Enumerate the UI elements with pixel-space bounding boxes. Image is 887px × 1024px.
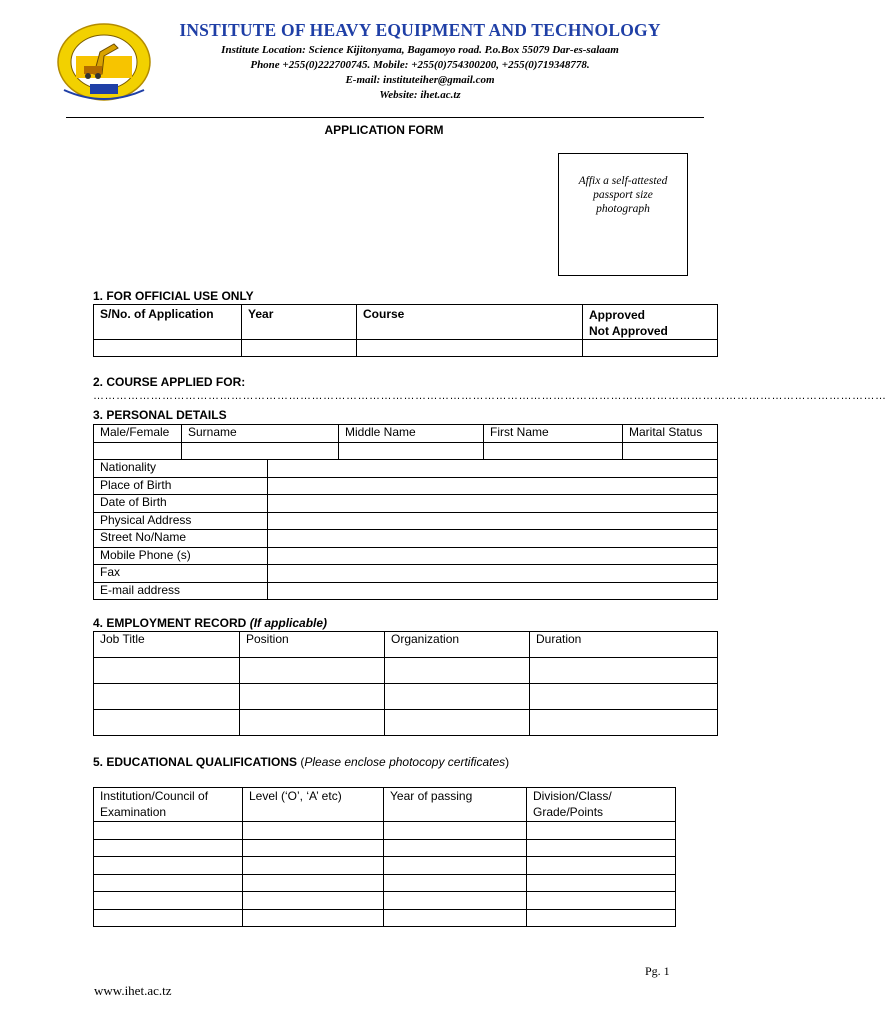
official-use-table	[93, 304, 718, 357]
approval-header-cell	[583, 305, 718, 340]
table-cell[interactable]	[527, 892, 676, 910]
section-employment-heading	[93, 616, 327, 630]
approval-cell[interactable]	[583, 340, 718, 357]
physical-address-cell[interactable]	[268, 512, 718, 530]
section-course-applied-heading: 2. COURSE APPLIED FOR:	[93, 375, 246, 389]
table-cell[interactable]	[530, 710, 718, 736]
table-cell[interactable]	[384, 874, 527, 892]
table-cell[interactable]	[243, 839, 384, 857]
nationality-cell[interactable]	[268, 460, 718, 478]
table-row	[94, 874, 676, 892]
marital-status-cell[interactable]	[623, 443, 718, 460]
header-divider	[66, 117, 704, 118]
table-row	[94, 839, 676, 857]
table-cell[interactable]	[94, 857, 243, 875]
middle-name-cell[interactable]	[339, 443, 484, 460]
email-cell[interactable]	[268, 582, 718, 600]
section-official-use-heading: 1. FOR OFFICIAL USE ONLY	[93, 289, 254, 303]
table-row	[94, 530, 718, 548]
employment-heading-text: 4. EMPLOYMENT RECORD	[93, 616, 247, 630]
education-table	[93, 787, 676, 927]
field-label: Date of Birth	[94, 495, 268, 513]
field-label: Place of Birth	[94, 477, 268, 495]
date-of-birth-cell[interactable]	[268, 495, 718, 513]
header-cell: Surname	[182, 425, 339, 443]
table-header-row	[94, 305, 718, 340]
table-cell[interactable]	[384, 839, 527, 857]
gender-cell[interactable]	[94, 443, 182, 460]
table-cell[interactable]	[94, 909, 243, 927]
header-cell: Middle Name	[339, 425, 484, 443]
table-cell[interactable]	[530, 658, 718, 684]
table-row	[94, 512, 718, 530]
table-row	[94, 857, 676, 875]
education-note-open: (	[300, 755, 305, 769]
table-row	[94, 565, 718, 583]
employment-table	[93, 631, 718, 736]
place-of-birth-cell[interactable]	[268, 477, 718, 495]
institute-logo	[54, 22, 154, 106]
header-cell: Job Title	[94, 632, 240, 658]
header-cell: Position	[240, 632, 385, 658]
table-cell[interactable]	[94, 839, 243, 857]
table-row	[94, 582, 718, 600]
photo-box-instructions: Affix a self-attested passport size photograph	[578, 175, 668, 215]
table-cell[interactable]	[527, 822, 676, 840]
header-cell: Organization	[385, 632, 530, 658]
table-row	[94, 547, 718, 565]
institute-location: Institute Location: Science Kijitonyama, Bagamoyo road. P.o.Box 55079 Dar-es-salaam	[221, 44, 619, 56]
header-cell: Male/Female	[94, 425, 182, 443]
table-row	[94, 443, 718, 460]
table-row	[94, 710, 718, 736]
table-cell[interactable]	[94, 822, 243, 840]
table-cell[interactable]	[94, 684, 240, 710]
field-label: E-mail address	[94, 582, 268, 600]
table-cell[interactable]	[94, 874, 243, 892]
section-personal-details-heading: 3. PERSONAL DETAILS	[93, 408, 227, 422]
table-cell[interactable]	[94, 710, 240, 736]
table-row	[94, 909, 676, 927]
table-row	[94, 658, 718, 684]
section-education-heading	[93, 755, 509, 769]
institute-website: Website: ihet.ac.tz	[379, 89, 461, 101]
table-cell[interactable]	[243, 874, 384, 892]
field-label: Street No/Name	[94, 530, 268, 548]
table-cell[interactable]	[240, 710, 385, 736]
table-cell[interactable]	[385, 658, 530, 684]
table-header-row	[94, 632, 718, 658]
employment-heading-note: (If applicable)	[249, 616, 328, 630]
table-cell[interactable]	[385, 684, 530, 710]
table-cell[interactable]	[240, 684, 385, 710]
personal-details-fields-table	[93, 459, 718, 600]
application-number-cell[interactable]	[94, 340, 242, 357]
passport-photo-box	[558, 153, 688, 276]
table-cell[interactable]	[527, 874, 676, 892]
mobile-phone-cell[interactable]	[268, 547, 718, 565]
table-row	[94, 495, 718, 513]
form-title: APPLICATION FORM	[324, 123, 444, 137]
education-heading-note: Please enclose photocopy certificates	[304, 755, 506, 769]
institute-phone: Phone +255(0)222700745. Mobile: +255(0)754300200, +255(0)719348778.	[250, 59, 590, 71]
personal-details-names-table	[93, 424, 718, 460]
table-cell[interactable]	[94, 658, 240, 684]
table-cell[interactable]	[243, 822, 384, 840]
course-applied-field[interactable]: ………………………………………………………………………………………………………………………………………………………………………………………	[93, 390, 887, 402]
institute-email: E-mail: instituteiher@gmail.com	[345, 74, 495, 86]
street-cell[interactable]	[268, 530, 718, 548]
table-cell[interactable]	[530, 684, 718, 710]
table-cell[interactable]	[243, 892, 384, 910]
header-cell: Course	[357, 305, 583, 340]
field-label: Physical Address	[94, 512, 268, 530]
page-number: Pg. 1	[645, 964, 670, 978]
table-cell[interactable]	[243, 909, 384, 927]
footer-website: www.ihet.ac.tz	[94, 983, 172, 998]
header-cell: First Name	[484, 425, 623, 443]
table-cell[interactable]	[384, 892, 527, 910]
header-cell: Year of passing	[384, 788, 527, 822]
header-cell: Level (‘O’, ‘A’ etc)	[243, 788, 384, 822]
field-label: Mobile Phone (s)	[94, 547, 268, 565]
table-cell[interactable]	[384, 857, 527, 875]
header-cell: Marital Status	[623, 425, 718, 443]
table-row	[94, 684, 718, 710]
not-approved-label: Not Approved	[589, 324, 668, 338]
table-row	[94, 340, 718, 357]
education-heading-text: 5. EDUCATIONAL QUALIFICATIONS	[93, 755, 297, 769]
field-label: Nationality	[94, 460, 268, 478]
surname-cell[interactable]	[182, 443, 339, 460]
table-row	[94, 892, 676, 910]
header-cell: S/No. of Application	[94, 305, 242, 340]
first-name-cell[interactable]	[484, 443, 623, 460]
fax-cell[interactable]	[268, 565, 718, 583]
header-cell: Institution/Council of Examination	[94, 788, 243, 822]
table-row	[94, 822, 676, 840]
table-cell[interactable]	[527, 909, 676, 927]
table-cell[interactable]	[527, 839, 676, 857]
table-cell[interactable]	[384, 909, 527, 927]
table-cell[interactable]	[384, 822, 527, 840]
table-row	[94, 460, 718, 478]
institute-name: INSTITUTE OF HEAVY EQUIPMENT AND TECHNOLOGY	[179, 20, 661, 40]
header-cell: Division/Class/ Grade/Points	[527, 788, 676, 822]
table-cell[interactable]	[94, 892, 243, 910]
table-cell[interactable]	[385, 710, 530, 736]
header-cell: Duration	[530, 632, 718, 658]
approved-label: Approved	[589, 308, 646, 322]
year-cell[interactable]	[242, 340, 357, 357]
header-cell: Year	[242, 305, 357, 340]
field-label: Fax	[94, 565, 268, 583]
table-header-row	[94, 788, 676, 822]
course-cell[interactable]	[357, 340, 583, 357]
table-row	[94, 477, 718, 495]
table-cell[interactable]	[240, 658, 385, 684]
table-cell[interactable]	[243, 857, 384, 875]
education-note-close: )	[505, 755, 510, 769]
table-header-row	[94, 425, 718, 443]
table-cell[interactable]	[527, 857, 676, 875]
